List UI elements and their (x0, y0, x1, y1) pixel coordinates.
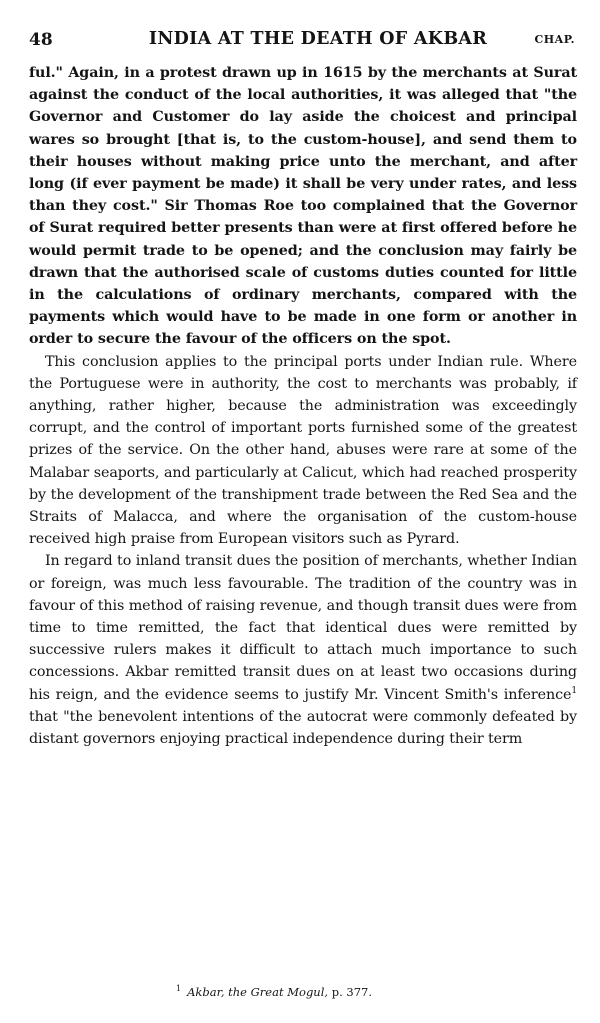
body-text (29, 62, 577, 750)
chapter-mark: CHAP. (534, 33, 575, 46)
paragraph-3-text: In regard to inland transit dues the position of merchants, whether Indian or foreign, was much less favourable. The tradition of the country was in favour of this method of raising revenue, and though transit dues were from time to time remitted, the fact that identical dues were remitted by successive rulers makes it difficult to attach much importance to such concessions. Akbar remitted transit dues on at least two occasions during his reign, and the evidence seems to justify Mr. Vincent Smith's inference (29, 553, 577, 703)
paragraph-2: This conclusion applies to the principal ports under Indian rule. Where the Portuguese were in authority, the cost to merchants was probably, if anything, rather higher, because the administration was exceedingly corrupt, and the control of important ports furnished some of the greatest prizes of the service. On the other hand, abuses were rare at some of the Malabar seaports, and particularly at Calicut, which had reached prosperity by the development of the transhipment trade between the Red Sea and the Straits of Malacca, and where the organisation of the custom-house received high praise from European visitors such as Pyrard. (29, 353, 577, 548)
paragraph-3-continuation: that "the benevolent intentions of the autocrat were commonly defeated by distant governors enjoying practical independence during their term (29, 708, 577, 748)
running-title: INDIA AT THE DEATH OF AKBAR (148, 29, 488, 49)
book-page (29, 26, 577, 750)
footnote-number: 1 (176, 984, 182, 993)
paragraph-1 (29, 62, 577, 351)
footnote-page: p. 377. (331, 984, 372, 999)
page-number: 48 (29, 30, 53, 50)
footnote (0, 984, 548, 999)
page-header (29, 26, 577, 58)
footnote-title: Akbar, the Great Mogul, (187, 984, 329, 999)
footnote-reference: 1 (571, 685, 577, 696)
paragraph-3 (29, 550, 577, 750)
paragraph-1-text: ful." Again, in a protest drawn up in 1615 by the merchants at Surat against the conduct of the local authorities, it was alleged that "the Governor and Customer do lay aside the choicest and principal wares so brought [that is, to the custom-house], and send them to their houses without making price unto the merchant, and after long (if ever payment be made) it shall be very under rates, and less than they cost." Sir Thomas Roe too complained that the Governor of Surat required better presents than were at first offered before he would permit trade to be opened; and the conclusion may fairly be drawn that the authorised scale of customs duties counted for little in the calculations of ordinary merchants, compared with the payments which would have to be made in one form or another in order to secure the favour of the officers on the spot. (29, 65, 577, 348)
